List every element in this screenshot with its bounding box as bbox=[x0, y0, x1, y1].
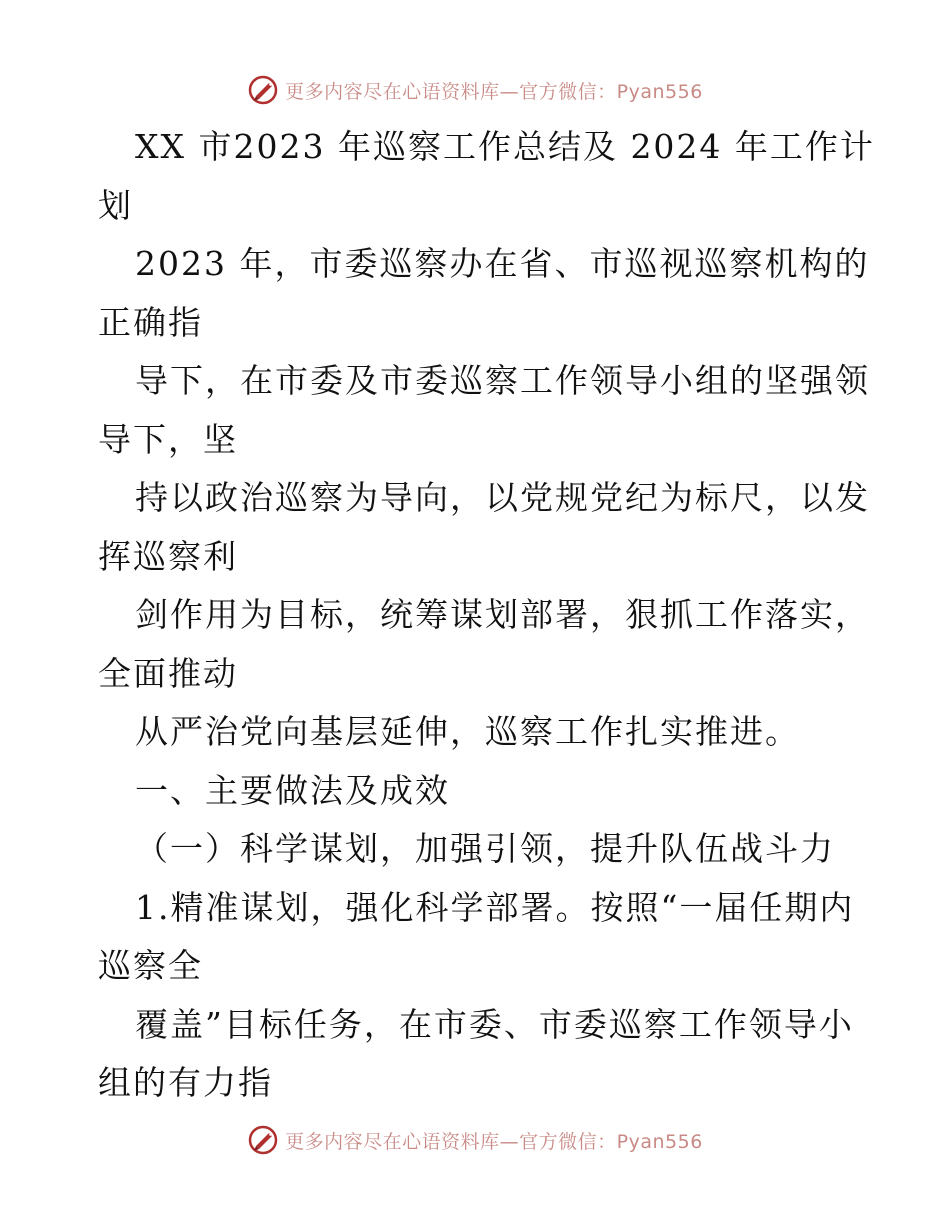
document-line: 正确指 bbox=[98, 302, 203, 342]
banner-text bbox=[285, 77, 703, 104]
banner-library-text: 更多内容尽在心语资料库 bbox=[285, 80, 500, 103]
header-banner bbox=[0, 70, 950, 110]
document-line: 1.精准谋划，强化科学部署。按照“一届任期内 bbox=[135, 887, 855, 927]
banner-wechat-text: 官方微信：Pyan556 bbox=[519, 1130, 703, 1153]
banner-wechat-text: 官方微信：Pyan556 bbox=[519, 80, 703, 103]
pen-logo-icon bbox=[247, 74, 279, 106]
document-line: 组的有力指 bbox=[98, 1063, 273, 1102]
footer-banner bbox=[0, 1120, 950, 1160]
banner-text bbox=[285, 1127, 703, 1154]
banner-library-text: 更多内容尽在心语资料库 bbox=[285, 1130, 500, 1153]
document-line: 一、主要做法及成效 bbox=[135, 770, 450, 810]
document-line: 划 bbox=[98, 185, 133, 225]
document-line: 全面推动 bbox=[98, 653, 238, 693]
document-line: 剑作用为目标，统筹谋划部署，狠抓工作落实， bbox=[135, 595, 870, 634]
banner-dash: — bbox=[499, 80, 520, 103]
document-line: 导下，在市委及市委巡察工作领导小组的坚强领 bbox=[135, 361, 870, 400]
document-line: XX 市2023 年巡察工作总结及 2024 年工作计 bbox=[135, 127, 875, 166]
document-line: 导下，坚 bbox=[98, 419, 238, 459]
document-line: （一）科学谋划，加强引领，提升队伍战斗力 bbox=[135, 829, 835, 868]
pen-logo-icon bbox=[247, 1124, 279, 1156]
document-line: 从严治党向基层延伸，巡察工作扎实推进。 bbox=[135, 712, 800, 751]
document-body bbox=[98, 118, 875, 1113]
document-line: 挥巡察利 bbox=[98, 536, 238, 576]
document-line: 持以政治巡察为导向，以党规党纪为标尺，以发 bbox=[135, 478, 870, 517]
document-line: 覆盖”目标任务，在市委、市委巡察工作领导小 bbox=[135, 1004, 854, 1044]
document-line: 巡察全 bbox=[98, 946, 203, 985]
document-line: 2023 年，市委巡察办在省、市巡视巡察机构的 bbox=[135, 244, 870, 283]
banner-dash: — bbox=[499, 1130, 520, 1153]
